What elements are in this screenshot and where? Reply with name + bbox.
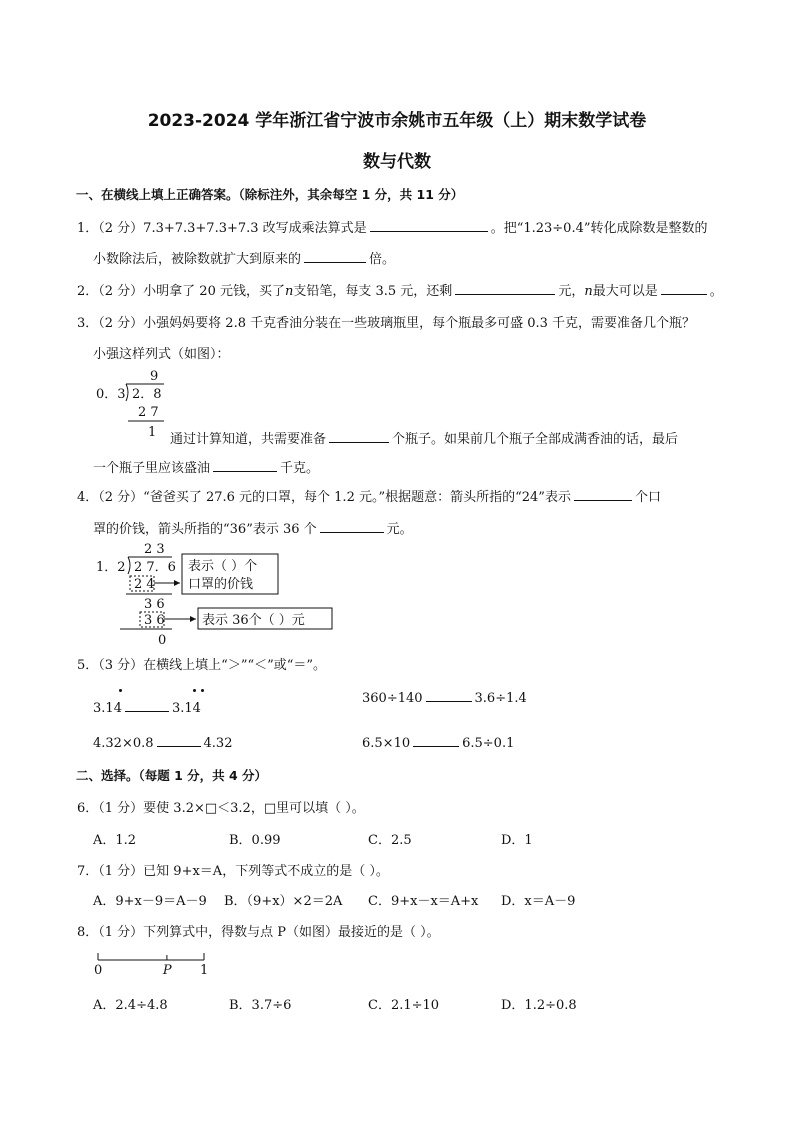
q7-option-a[interactable]: A．9+x－9＝A－9 bbox=[93, 894, 207, 909]
q3-text-d: 个瓶子。如果前几个瓶子全部成满香油的话，最后 bbox=[392, 432, 679, 447]
q4-fig-box1-line2: 口罩的价钱 bbox=[188, 577, 254, 592]
q5-item1-b: 4 bbox=[113, 701, 122, 716]
q5-item4-a: 6.5×10 bbox=[362, 736, 411, 751]
q5-repeating-dot-1 bbox=[119, 689, 122, 692]
q2-blank-2[interactable] bbox=[661, 281, 707, 295]
q1-text-a: 1．（2 分）7.3+7.3+7.3+7.3 改写成乘法算式是 bbox=[77, 221, 367, 236]
q4-text-c: 罩的价钱，箭头所指的“36”表示 36 个 bbox=[93, 522, 317, 537]
question-3-line-1: 3．（2 分）小强妈妈要将 2.8 千克香油分装在一些玻璃瓶里，每个瓶最多可盛 0.3 千克，需要准备几个瓶？ bbox=[77, 316, 696, 331]
q2-text-c: 元， bbox=[558, 284, 585, 299]
q3-text-e: 一个瓶子里应该盛油 bbox=[93, 461, 211, 476]
q5-blank-4[interactable] bbox=[413, 733, 459, 747]
q5-item-4 bbox=[362, 733, 514, 751]
q7-option-c[interactable]: C．9+x－x＝A+x bbox=[368, 894, 479, 909]
q8-option-d[interactable]: D．1.2÷0.8 bbox=[501, 998, 577, 1013]
q2-text-a: 2．（2 分）小明拿了 20 元钱，买了 bbox=[77, 284, 285, 299]
q5-repeating-dot-3 bbox=[201, 689, 204, 692]
q5-item-1 bbox=[93, 698, 201, 716]
q1-text-c: 小数除法后，被除数就扩大到原来的 bbox=[93, 252, 302, 267]
q6-option-b[interactable]: B．0.99 bbox=[229, 833, 281, 848]
question-8-line: 8．（1 分）下列算式中，得数与点 P（如图）最接近的是（ ）。 bbox=[77, 925, 440, 940]
q5-item2-b: 3.6÷1.4 bbox=[474, 691, 527, 706]
q6-option-d[interactable]: D．1 bbox=[501, 833, 533, 848]
q5-item1-d: 14 bbox=[184, 701, 201, 716]
q3-text-c: 通过计算知道，共需要准备 bbox=[170, 432, 327, 447]
q4-fig-divisor: 1．2 bbox=[96, 560, 126, 575]
question-3-line-4 bbox=[93, 457, 319, 476]
q4-fig-dividend: 2 7．6 bbox=[134, 560, 176, 575]
q1-text-b: 。把“1.23÷0.4”转化成除数是整数的 bbox=[490, 221, 708, 236]
q4-text-a: 4．（2 分）“爸爸买了 27.6 元的口罩，每个 1.2 元。”根据题意：箭头所指的“24”表示 bbox=[77, 490, 571, 505]
q5-item-3 bbox=[93, 733, 232, 751]
q8-number-line-figure bbox=[90, 946, 220, 980]
q2-blank-1[interactable] bbox=[455, 281, 555, 295]
q3-text-f: 千克。 bbox=[280, 461, 320, 476]
q3-fig-bracket-curve bbox=[126, 384, 128, 401]
q7-option-d[interactable]: D．x＝A－9 bbox=[501, 894, 576, 909]
q5-item-2 bbox=[362, 688, 527, 706]
q1-blank-2[interactable] bbox=[304, 249, 366, 263]
q1-blank-1[interactable] bbox=[370, 218, 488, 232]
section-2-heading: 二、选择。（每题 1 分，共 4 分） bbox=[76, 768, 268, 783]
q8-label-0: 0 bbox=[94, 963, 103, 978]
q4-fig-product-2: 3 6 bbox=[144, 613, 165, 628]
q4-fig-zero: 0 bbox=[158, 633, 167, 648]
q4-fig-product-1: 2 4 bbox=[134, 577, 155, 592]
q5-repeating-dot-2 bbox=[193, 689, 196, 692]
q4-fig-remainder-1: 3 6 bbox=[144, 597, 165, 612]
page-title: 2023-2024 学年浙江省宁波市余姚市五年级（上）期末数学试卷 bbox=[147, 111, 647, 131]
question-4-line-1 bbox=[77, 486, 661, 505]
q3-fig-divisor: 0．3 bbox=[96, 387, 126, 402]
section-1-heading: 一、在横线上填上正确答案。（除标注外，其余每空 1 分，共 11 分） bbox=[76, 187, 464, 202]
question-1-line-2 bbox=[93, 248, 395, 267]
q4-fig-arrowhead-2 bbox=[190, 616, 196, 622]
q8-option-b[interactable]: B．3.7÷6 bbox=[229, 998, 292, 1013]
q8-label-1: 1 bbox=[200, 963, 209, 978]
question-5-line: 5．（3 分）在横线上填上“＞”“＜”或“＝”。 bbox=[77, 658, 327, 673]
q2-var-n-1: n bbox=[284, 284, 294, 299]
page-subtitle: 数与代数 bbox=[363, 152, 431, 172]
q5-item1-c: 3. bbox=[171, 701, 185, 716]
q5-blank-1[interactable] bbox=[125, 698, 169, 712]
q3-fig-remainder: 1 bbox=[148, 425, 157, 440]
q6-option-a[interactable]: A．1.2 bbox=[93, 833, 137, 848]
q8-option-a[interactable]: A．2.4÷4.8 bbox=[93, 998, 168, 1013]
question-1-line-1 bbox=[77, 217, 708, 236]
q5-item3-a: 4.32×0.8 bbox=[93, 736, 154, 751]
q4-fig-bracket-curve bbox=[128, 557, 130, 574]
q8-option-c[interactable]: C．2.1÷10 bbox=[368, 998, 440, 1013]
q4-blank-1[interactable] bbox=[574, 487, 632, 501]
q7-option-b[interactable]: B．（9+x）×2＝2A bbox=[224, 894, 343, 909]
q3-fig-dividend: 2．8 bbox=[132, 387, 162, 402]
q2-text-d: 最大可以是 bbox=[592, 284, 658, 299]
question-4-line-2 bbox=[93, 518, 413, 537]
question-7-line: 7．（1 分）已知 9+x＝A，下列等式不成立的是（ ）。 bbox=[77, 864, 389, 879]
q5-item2-a: 360÷140 bbox=[362, 691, 423, 706]
q6-option-c[interactable]: C．2.5 bbox=[368, 833, 412, 848]
q5-item4-b: 6.5÷0.1 bbox=[462, 736, 515, 751]
q4-fig-arrowhead-1 bbox=[174, 580, 180, 586]
q4-fig-quotient: 2 3 bbox=[144, 542, 165, 557]
q2-text-e: 。 bbox=[709, 284, 723, 299]
q3-blank-1[interactable] bbox=[329, 429, 389, 443]
q4-blank-2[interactable] bbox=[320, 519, 384, 533]
q3-fig-quotient: 9 bbox=[150, 369, 159, 384]
q3-long-division-figure bbox=[92, 368, 172, 440]
q3-fig-product: 2 7 bbox=[138, 405, 159, 420]
q5-item3-b: 4.32 bbox=[203, 736, 233, 751]
q4-long-division-figure bbox=[92, 540, 352, 648]
question-2-line bbox=[77, 280, 723, 299]
q4-fig-box1-line1: 表示（ ）个 bbox=[188, 559, 258, 574]
q2-text-b: 支铅笔，每支 3.5 元，还剩 bbox=[293, 284, 453, 299]
q8-label-p: P bbox=[162, 963, 172, 978]
q5-item1-a: 3.1 bbox=[93, 701, 114, 716]
question-3-line-2: 小强这样列式（如图）： bbox=[93, 347, 230, 362]
q4-text-b: 个口 bbox=[634, 490, 661, 505]
q5-blank-3[interactable] bbox=[157, 733, 201, 747]
q2-var-n-2: n bbox=[584, 284, 593, 299]
question-3-line-3 bbox=[170, 428, 678, 447]
q4-text-d: 元。 bbox=[386, 522, 413, 537]
q1-text-d: 倍。 bbox=[369, 252, 396, 267]
q5-blank-2[interactable] bbox=[426, 688, 472, 702]
q4-fig-box2-text: 表示 36个（ ）元 bbox=[202, 613, 305, 628]
question-6-line: 6．（1 分）要使 3.2×□＜3.2，□里可以填（ ）。 bbox=[77, 801, 365, 816]
q3-blank-2[interactable] bbox=[213, 458, 277, 472]
